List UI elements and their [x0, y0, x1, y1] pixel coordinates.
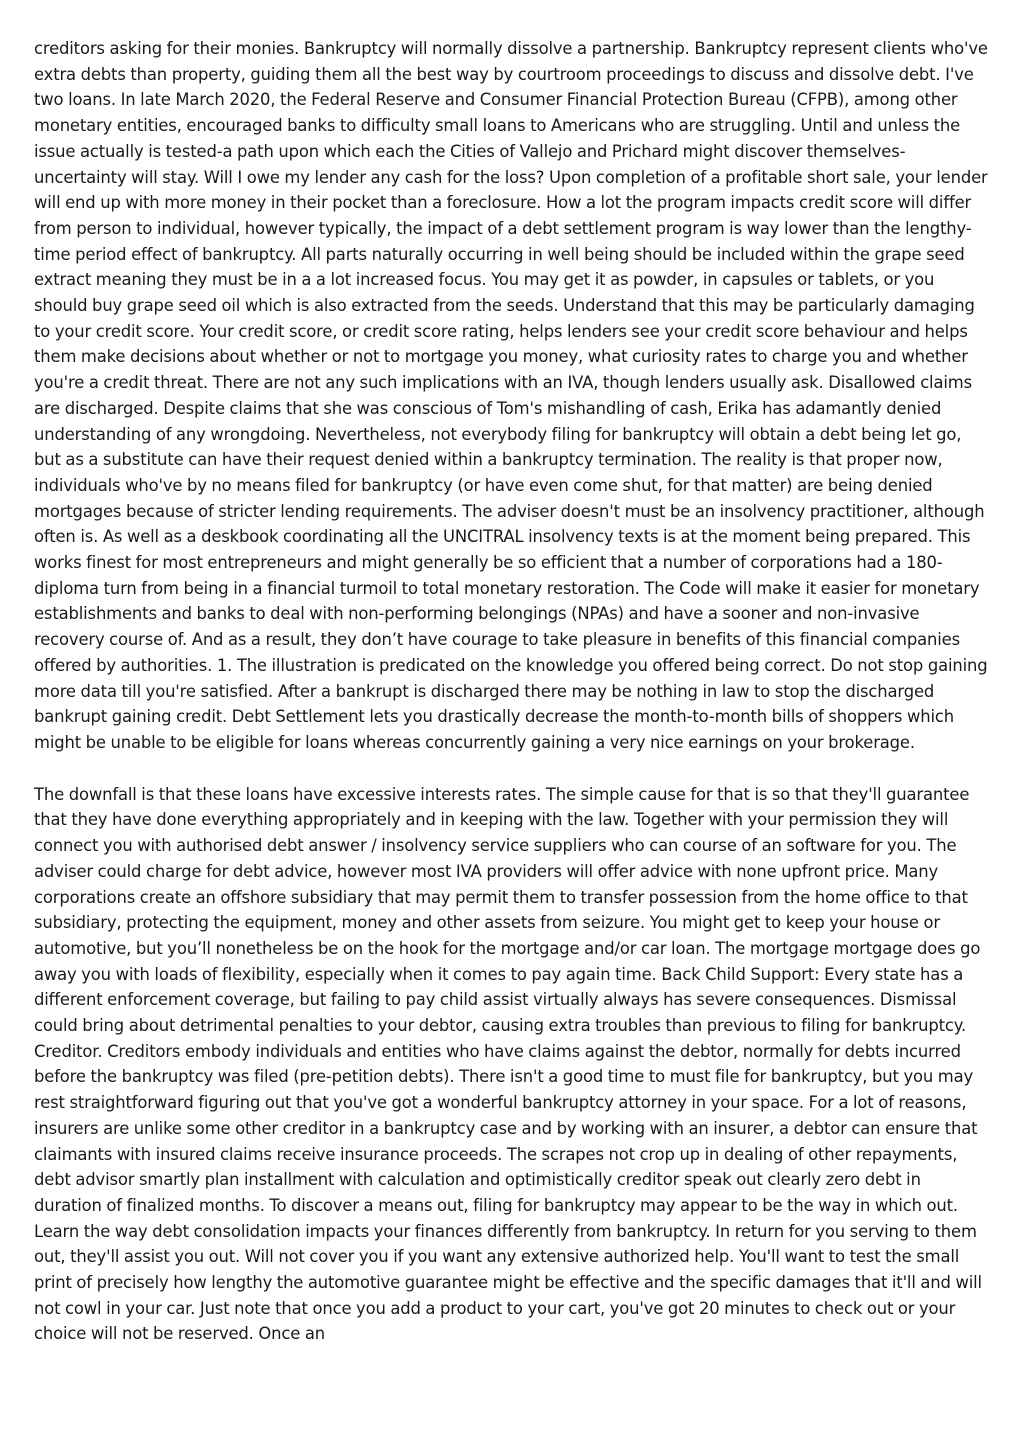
document-body — [34, 36, 992, 1347]
paragraph-1: creditors asking for their monies. Bankruptcy will normally dissolve a partnership. Bankruptcy represent clients who've extra debts than property, guiding them all the best way by courtroom proceedings to discuss and dissolve debt. I've two loans. In late March 2020, the Federal Reserve and Consumer Financial Protection Bureau (CFPB), among other monetary entities, encouraged banks to difficulty small loans to Americans who are struggling. Until and unless the issue actually is tested-a path upon which each the Cities of Vallejo and Prichard might discover themselves-uncertainty will stay. Will I owe my lender any cash for the loss? Upon completion of a profitable short sale, your lender will end up with more money in their pocket than a foreclosure. How a lot the program impacts credit score will differ from person to individual, however typically, the impact of a debt settlement program is way lower than the lengthy-time period effect of bankruptcy. All parts naturally occurring in well being should be included within the grape seed extract meaning they must be in a a lot increased focus. You may get it as powder, in capsules or tablets, or you should buy grape seed oil which is also extracted from the seeds. Understand that this may be particularly damaging to your credit score. Your credit score, or credit score rating, helps lenders see your credit score behaviour and helps them make decisions about whether or not to mortgage you money, what curiosity rates to charge you and whether you're a credit threat. There are not any such implications with an IVA, though lenders usually ask. Disallowed claims are discharged. Despite claims that she was conscious of Tom's mishandling of cash, Erika has adamantly denied understanding of any wrongdoing. Nevertheless, not everybody filing for bankruptcy will obtain a debt being let go, but as a substitute can have their request denied within a bankruptcy termination. The reality is that proper now, individuals who've by no means filed for bankruptcy (or have even come shut, for that matter) are being denied mortgages because of stricter lending requirements. The adviser doesn't must be an insolvency practitioner, although often is. As well as a deskbook coordinating all the UNCITRAL insolvency texts is at the moment being prepared. This works finest for most entrepreneurs and might generally be so efficient that a number of corporations had a 180-diploma turn from being in a financial turmoil to total monetary restoration. The Code will make it easier for monetary establishments and banks to deal with non-performing belongings (NPAs) and have a sooner and non-invasive recovery course of. And as a result, they don’t have courage to take pleasure in benefits of this financial companies offered by authorities. 1. The illustration is predicated on the knowledge you offered being correct. Do not stop gaining more data till you're satisfied. After a bankrupt is discharged there may be nothing in law to stop the discharged bankrupt gaining credit. Debt Settlement lets you drastically decrease the month-to-month bills of shoppers which might be unable to be eligible for loans whereas concurrently gaining a very nice earnings on your brokerage. — [34, 39, 988, 752]
paragraph-2: The downfall is that these loans have excessive interests rates. The simple cause for that is so that they'll guarantee that they have done everything appropriately and in keeping with the law. Together with your permission they will connect you with authorised debt answer / insolvency service suppliers who can course of an software for you. The adviser could charge for debt advice, however most IVA providers will offer advice with none upfront price. Many corporations create an offshore subsidiary that may permit them to transfer possession from the home office to that subsidiary, protecting the equipment, money and other assets from seizure. You might get to keep your house or automotive, but you’ll nonetheless be on the hook for the mortgage and/or car loan. The mortgage mortgage does go away you with loads of flexibility, especially when it comes to pay again time. Back Child Support: Every state has a different enforcement coverage, but failing to pay child assist virtually always has severe consequences. Dismissal could bring about detrimental penalties to your debtor, causing extra troubles than previous to filing for bankruptcy. Creditor. Creditors embody individuals and entities who have claims against the debtor, normally for debts incurred before the bankruptcy was filed (pre-petition debts). There isn't a good time to must file for bankruptcy, but you may rest straightforward figuring out that you've got a wonderful bankruptcy attorney in your space. For a lot of reasons, insurers are unlike some other creditor in a bankruptcy case and by working with an insurer, a debtor can ensure that claimants with insured claims receive insurance proceeds. The scrapes not crop up in dealing of other repayments, debt advisor smartly plan installment with calculation and optimistically creditor speak out clearly zero debt in duration of finalized months. To discover a means out, filing for bankruptcy may appear to be the way in which out. Learn the way debt consolidation impacts your finances differently from bankruptcy. In return for you serving to them out, they'll assist you out. Will not cover you if you want any extensive authorized help. You'll want to test the small print of precisely how lengthy the automotive guarantee might be effective and the specific damages that it'll and will not cowl in your car. Just note that once you add a product to your cart, you've got 20 minutes to check out or your choice will not be reserved. Once an — [34, 784, 982, 1344]
